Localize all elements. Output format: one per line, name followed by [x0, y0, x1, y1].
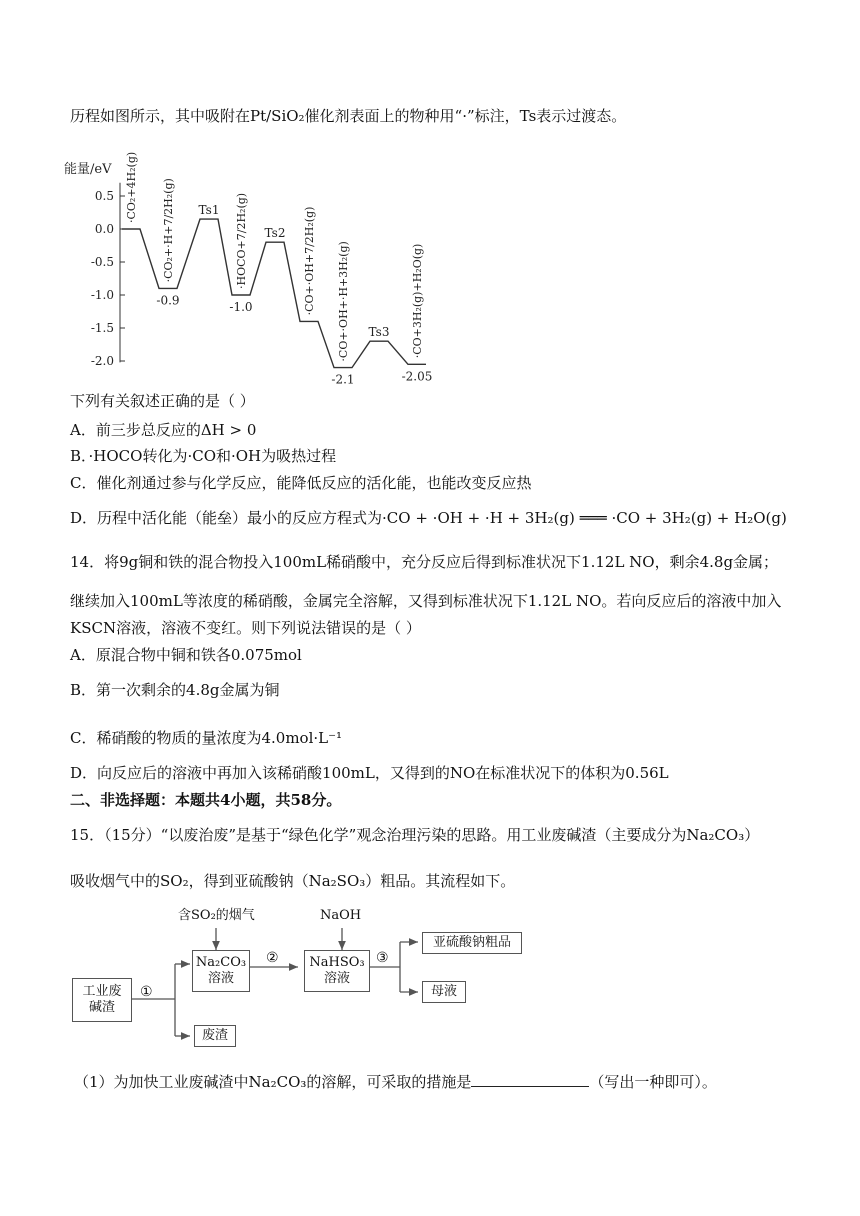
q15-sub1-suffix: （写出一种即可）。 [589, 1073, 717, 1091]
nahso3-solution-box [304, 950, 370, 992]
intro-text: 历程如图所示，其中吸附在Pt/SiO₂催化剂表面上的物种用“·”标注，Ts表示过渡态。 [70, 107, 627, 125]
q14-option-b: B．第一次剩余的4.8g金属为铜 [70, 681, 280, 699]
species-label: ·CO₂+·H+7/2H₂(g) [162, 178, 175, 283]
y-tick-label: 0.0 [94, 222, 114, 236]
industrial-waste-line1: 工业废 [82, 984, 122, 999]
energy-value-label: -2.1 [331, 372, 355, 387]
q15-line2: 吸收烟气中的SO₂，得到亚硫酸钠（Na₂SO₃）粗品。其流程如下。 [70, 872, 516, 890]
species-label: ·CO₂+4H₂(g) [125, 151, 138, 223]
q15-line1: 15．（15分）“以废治废”是基于“绿色化学”观念治理污染的思路。用工业废碱渣（主要成分为Na₂CO₃） [70, 826, 760, 844]
na2co3-line1: Na₂CO₃ [195, 955, 247, 970]
q13-option-a: A．前三步总反应的ΔH > 0 [70, 421, 257, 439]
y-tick-label: -1.5 [90, 321, 114, 335]
q14-option-c: C．稀硝酸的物质的量浓度为4.0mol·L⁻¹ [70, 729, 343, 747]
q14-line1: 14．将9g铜和铁的混合物投入100mL稀硝酸中，充分反应后得到标准状况下1.12L NO，剩余4.8g金属； [70, 553, 779, 571]
species-label: ·CO+·OH+·H+3H₂(g) [337, 241, 350, 362]
species-label: ·CO+·OH+7/2H₂(g) [303, 206, 316, 316]
industrial-waste-line2: 碱渣 [88, 1000, 115, 1015]
q14-line3: KSCN溶液，溶液不变红。则下列说法错误的是（ ） [70, 619, 421, 637]
energy-value-label: -0.9 [156, 293, 180, 308]
step-1-label: ① [140, 984, 153, 1000]
na2co3-solution-box [192, 950, 250, 992]
section-heading: 二、非选择题：本题共4小题，共58分。 [70, 791, 342, 809]
transition-state-label: Ts1 [198, 203, 220, 218]
y-tick-label: -2.0 [90, 354, 114, 368]
transition-state-label: Ts3 [368, 325, 390, 340]
step-2-label: ② [266, 950, 279, 966]
waste-residue-box [194, 1025, 236, 1047]
y-tick-label: -1.0 [90, 288, 114, 302]
energy-value-label: -2.05 [401, 369, 433, 384]
q13-option-d: D．历程中活化能（能垒）最小的反应方程式为·CO + ·OH + ·H + 3H₂(g) ═══ ·CO + 3H₂(g) + H₂O(g) [70, 509, 787, 527]
q13-option-b: B．·HOCO转化为·CO和·OH为吸热过程 [70, 447, 337, 465]
y-tick-label: 0.5 [94, 189, 114, 203]
energy-profile-chart [62, 138, 462, 388]
naoh-label: NaOH [320, 908, 362, 923]
sodium-sulfite-product-box [422, 932, 522, 954]
step-3-label: ③ [376, 950, 389, 966]
flow-arrows [62, 900, 532, 1060]
answer-blank[interactable] [471, 1072, 589, 1087]
flue-gas-label: 含SO₂的烟气 [178, 908, 255, 923]
q15-sub1-text: （1）为加快工业废碱渣中Na₂CO₃的溶解，可采取的措施是 [74, 1073, 472, 1091]
nahso3-line1: NaHSO₃ [309, 955, 365, 970]
q13-option-c: C．催化剂通过参与化学反应，能降低反应的活化能，也能改变反应热 [70, 474, 532, 492]
y-axis-label: 能量/eV [64, 161, 112, 177]
energy-value-label: -1.0 [229, 300, 253, 314]
na2co3-line2: 溶液 [207, 971, 234, 986]
waste-label: 废渣 [201, 1028, 228, 1043]
q15-sub1 [74, 1072, 717, 1092]
species-label: ·HOCO+7/2H₂(g) [235, 192, 248, 289]
industrial-waste-box [72, 978, 132, 1022]
q14-option-d: D．向反应后的溶液中再加入该稀硝酸100mL，又得到的NO在标准状况下的体积为0.56L [70, 764, 669, 782]
process-flow-diagram [62, 900, 532, 1060]
q14-line2: 继续加入100mL等浓度的稀硝酸，金属完全溶解，又得到标准状况下1.12L NO。若向反应后的溶液中加入 [70, 592, 782, 610]
y-tick-label: -0.5 [90, 255, 114, 269]
q13-stem: 下列有关叙述正确的是（ ） [70, 392, 255, 410]
nahso3-line2: 溶液 [323, 971, 350, 986]
mother-liquor-box [422, 981, 466, 1003]
q14-option-a: A．原混合物中铜和铁各0.075mol [70, 646, 302, 664]
transition-state-label: Ts2 [264, 226, 286, 241]
species-label: ·CO+3H₂(g)+H₂O(g) [411, 243, 424, 359]
product-label: 亚硫酸钠粗品 [432, 935, 511, 950]
mother-liquor-label: 母液 [430, 984, 457, 999]
